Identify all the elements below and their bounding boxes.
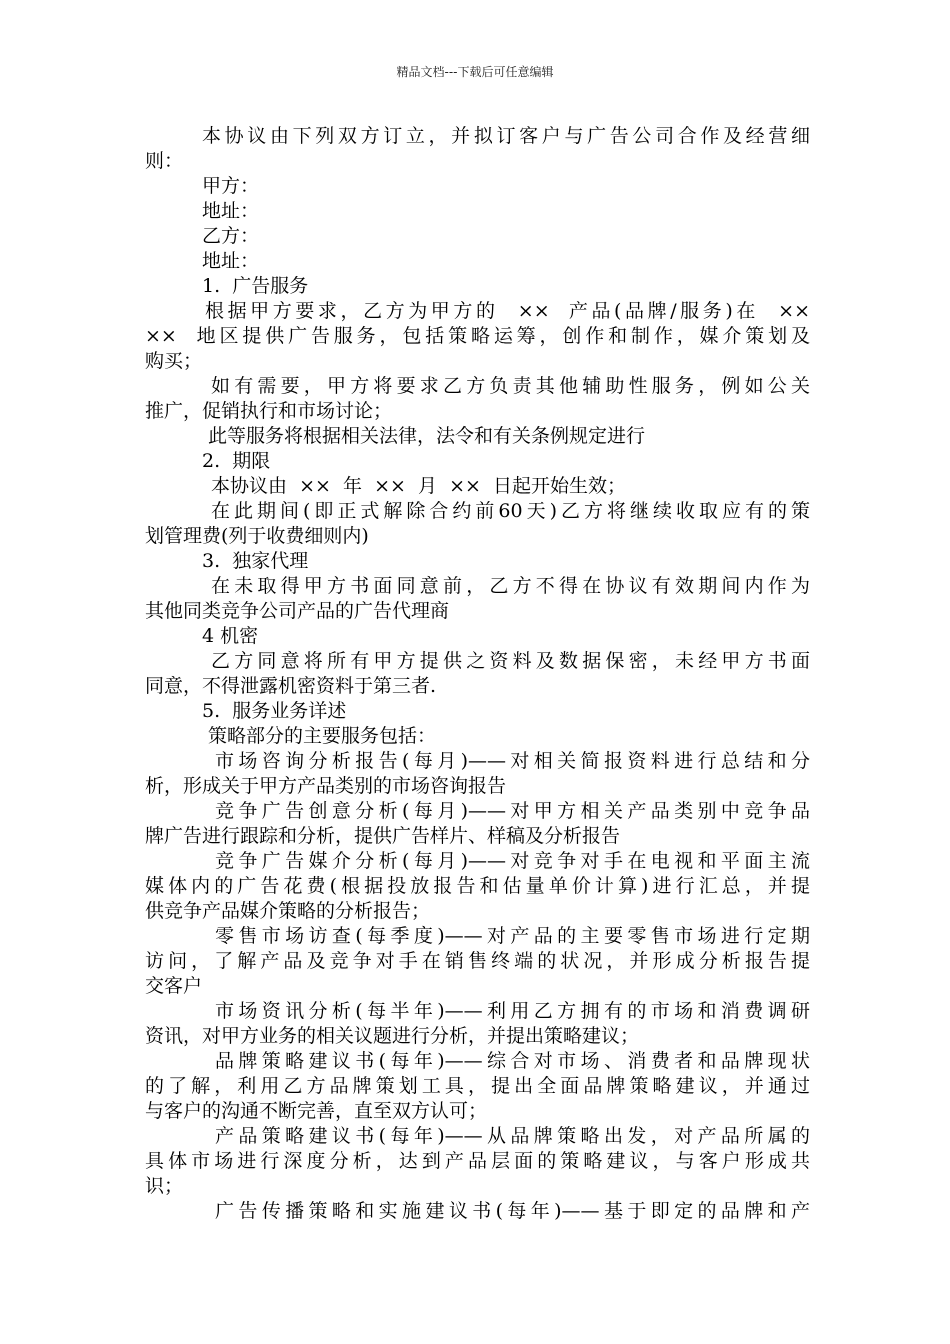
document-line: 地址： [202,250,260,272]
document-line: ×× 地区提供广告服务，包括策略运筹，创作和制作，媒介策划及 [145,325,810,347]
document-line: 划管理费(列于收费细则内) [145,525,369,547]
document-line: 市场咨询分析报告(每月)——对相关简报资料进行总结和分 [215,750,810,772]
document-line: 在未取得甲方书面同意前，乙方不得在协议有效期间内作为 [211,575,810,597]
document-line: 策略部分的主要服务包括： [208,725,437,747]
document-line: 2. 期限 [202,450,271,472]
document-line: 识； [145,1175,184,1197]
document-line: 则： [145,150,184,172]
document-line: 本协议由下列双方订立，并拟订客户与广告公司合作及经营细 [202,125,810,147]
document-line: 零售市场访查(每季度)——对产品的主要零售市场进行定期 [215,925,810,947]
page-header: 精品文档---下载后可任意编辑 [396,65,554,79]
document-line: 乙方同意将所有甲方提供之资料及数据保密，未经甲方书面 [211,650,810,672]
document-line: 媒体内的广告花费(根据投放报告和估量单价计算)进行汇总，并提 [145,875,810,897]
document-line: 竞争广告媒介分析(每月)——对竞争对手在电视和平面主流 [215,850,810,872]
document-line: 具体市场进行深度分析，达到产品层面的策略建议，与客户形成共 [145,1150,810,1172]
document-line: 与客户的沟通不断完善，直至双方认可； [145,1100,488,1122]
document-line: 5. 服务业务详述 [202,700,347,722]
document-line: 此等服务将根据相关法律，法令和有关条例规定进行 [208,425,646,447]
document-line: 推广，促销执行和市场讨论； [145,400,393,422]
document-line: 如有需要，甲方将要求乙方负责其他辅助性服务，例如公关 [211,375,810,397]
document-line: 市场资讯分析(每半年)——利用乙方拥有的市场和消费调研 [215,1000,810,1022]
document-line: 其他同类竞争公司产品的广告代理商 [145,600,450,622]
document-line: 供竞争产品媒介策略的分析报告； [145,900,431,922]
document-line: 的了解，利用乙方品牌策划工具，提出全面品牌策略建议，并通过 [145,1075,810,1097]
document-line: 竞争广告创意分析(每月)——对甲方相关产品类别中竞争品 [215,800,810,822]
document-line: 产品策略建议书(每年)——从品牌策略出发，对产品所属的 [215,1125,810,1147]
document-line: 4 机密 [202,625,259,647]
document-line: 同意，不得泄露机密资料于第三者. [145,675,437,697]
document-line: 购买； [145,350,203,372]
document-line: 乙方： [202,225,260,247]
document-body [145,124,810,1224]
document-line: 1. 广告服务 [202,275,309,297]
document-line: 资讯，对甲方业务的相关议题进行分析，并提出策略建议； [145,1025,640,1047]
document-line: 交客户 [145,975,203,997]
document-line: 本协议由 ×× 年 ×× 月 ×× 日起开始生效； [211,475,626,497]
document-line: 在此期间(即正式解除合约前60天)乙方将继续收取应有的策 [211,500,810,522]
document-line: 牌广告进行跟踪和分析，提供广告样片、样稿及分析报告 [145,825,621,847]
document-line: 地址： [202,200,260,222]
document-line: 访问，了解产品及竞争对手在销售终端的状况，并形成分析报告提 [145,950,810,972]
document-line: 甲方： [202,175,260,197]
document-line: 根据甲方要求，乙方为甲方的 ×× 产品(品牌/服务)在 ×× [205,300,810,322]
document-line: 3. 独家代理 [202,550,309,572]
document-line: 析，形成关于甲方产品类别的市场咨询报告 [145,775,507,797]
document-line: 广告传播策略和实施建议书(每年)——基于即定的品牌和产 [215,1200,810,1222]
document-line: 品牌策略建议书(每年)——综合对市场、消费者和品牌现状 [215,1050,810,1072]
